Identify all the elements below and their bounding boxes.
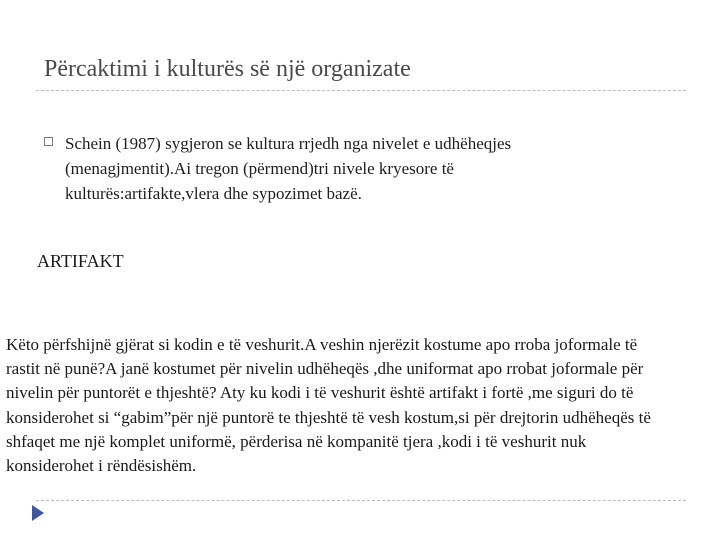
- body-paragraph: Këto përfshijnë gjërat si kodin e të veshurit.A veshin njerëzit kostume apo rroba joformale të rastit në punë?A janë kostumet për nivelin udhëheqës ,dhe uniformat apo rrobat joformale për nivelin për puntorët e thjeshtë? Aty ku kodi i të veshurit është artifakt i fortë ,me siguri do të konsiderohet si “gabim”për një puntorë te thjeshtë të vesh kostum,si për drejtorin udhëheqës të shfaqet me një komplet uniformë, përderisa në kompanitë tjera ,kodi i të veshurit nuk konsiderohet i rëndësishëm.: [6, 335, 651, 476]
- title-divider: [36, 90, 686, 91]
- bullet-text: Schein (1987) sygjeron se kultura rrjedh nga nivelet e udhëheqjes (menagjmentit).Ai tregon (përmend)tri nivele kryesore të kulturës:artifakte,vlera dhe sypozimet bazë.: [65, 134, 512, 203]
- bullet-item: [44, 131, 604, 206]
- slide-title: Përcaktimi i kulturës së një organizate: [44, 56, 411, 82]
- section-heading: ARTIFAKT: [37, 251, 124, 271]
- next-slide-arrow-icon[interactable]: [32, 505, 44, 521]
- footer-divider: [36, 500, 686, 501]
- square-bullet-icon: [44, 137, 53, 146]
